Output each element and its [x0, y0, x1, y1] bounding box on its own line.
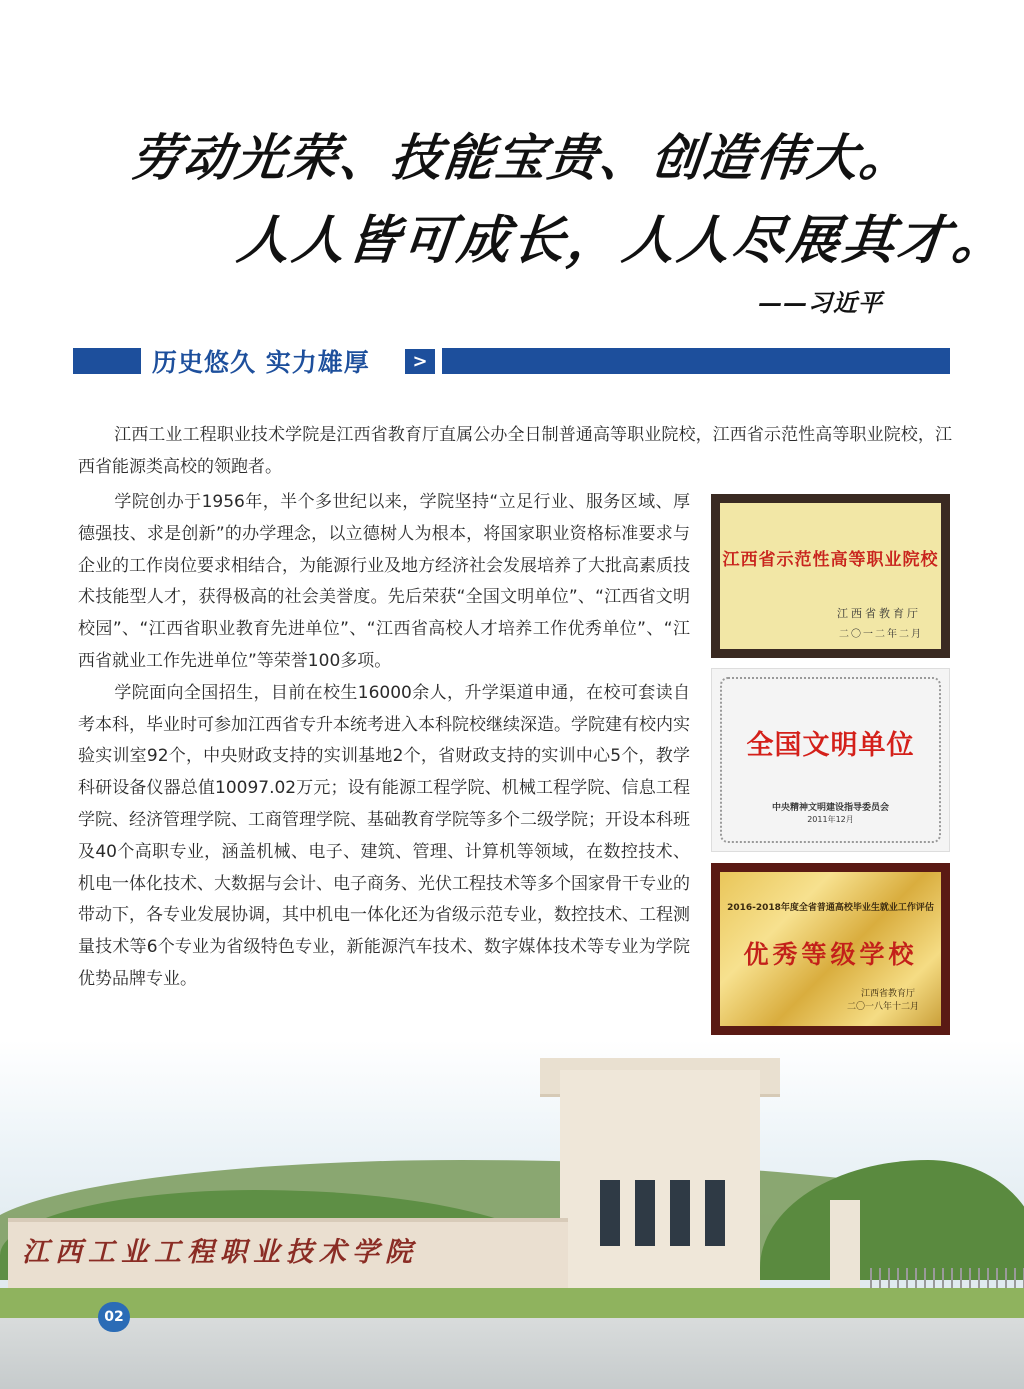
lawn [0, 1288, 1024, 1322]
window [705, 1180, 725, 1246]
chevron-right-icon: > [405, 349, 435, 374]
history-paragraphs [78, 487, 690, 996]
plaque-date: 二〇一八年十二月 [846, 1002, 919, 1012]
plaque-date: 2011年12月 [807, 815, 854, 824]
quote-line-2: 人人皆可成长，人人尽展其才。 [234, 210, 1011, 271]
quote-line-1: 劳动光荣、技能宝贵、创造伟大。 [128, 128, 915, 187]
section-title: 历史悠久 实力雄厚 [152, 348, 370, 377]
page-number-badge: 02 [98, 1302, 130, 1332]
section-header-bar-right [442, 348, 950, 374]
plaque-issuer: 中央精神文明建设指导委员会 [771, 803, 889, 813]
plaque-issuer: 江西省教育厅 [860, 989, 915, 999]
intro-paragraph-text: 江西工业工程职业技术学院是江西省教育厅直属公办全日制普通高等职业院校，江西省示范性高等职业院校，江西省能源类高校的领跑者。 [78, 425, 952, 477]
plaque-title: 优秀等级学校 [743, 940, 918, 969]
award-plaque-demonstration-college [711, 494, 950, 658]
plaque-date: 二〇一二年二月 [839, 629, 923, 640]
window [600, 1180, 620, 1246]
plaque-title: 江西省示范性高等职业院校 [722, 550, 939, 570]
window [670, 1180, 690, 1246]
award-plaque-civilized-unit [711, 668, 950, 852]
plaque-title: 全国文明单位 [746, 730, 915, 761]
award-plaque-excellent-school [711, 863, 950, 1035]
enrollment-paragraph-text: 学院面向全国招生，目前在校生16000余人，升学渠道申通，在校可套读自考本科，毕业时可参加江西省专升本统考进入本科院校继续深造。学院建有校内实验实训室92个，中央财政支持的实训基地2个，省财政支持的实训中心5个，教学科研设备仪器总值10097.02万元；设有能源工程学院、机械工程学院、信息工程学院、经济管理学院、工商管理学院、基础教育学院等多个二级学院；开设本科班及40个高职专业，涵盖机械、电子、建筑、管理、计算机等领域，在数控技术、机电一体化技术、大数据与会计、电子商务、光伏工程技术等多个国家骨干专业的带动下，各专业发展协调，其中机电一体化还为省级示范专业，数控技术、工程测量技术等6个专业为省级特色专业，新能源汽车技术、数字媒体技术等专业为学院优势品牌专业。 [78, 682, 690, 989]
wall-sign: 江西工业工程职业技术学院 [22, 1237, 418, 1268]
intro-paragraph [78, 420, 952, 484]
window [635, 1180, 655, 1246]
plaque-heading: 2016-2018年度全省普通高校毕业生就业工作评估 [727, 903, 934, 913]
quote-attribution: ——习近平 [758, 288, 883, 317]
history-paragraph-text: 学院创办于1956年，半个多世纪以来，学院坚持“立足行业、服务区域、厚德强技、求是创新”的办学理念，以立德树人为根本，将国家职业资格标准要求与企业的工作岗位要求相结合，为能源行业及地方经济社会发展培养了大批高素质技术技能型人才，获得极高的社会美誉度。先后荣获“全国文明单位”、“江西省文明校园”、“江西省职业教育先进单位”、“江西省高校人才培养工作优秀单位”、“江西省就业工作先进单位”等荣誉100多项。 [78, 492, 690, 671]
campus-gate-photo [0, 1040, 1024, 1389]
road [0, 1318, 1024, 1389]
plaque-issuer: 江西省教育厅 [837, 607, 921, 620]
section-header-bar-left [73, 348, 141, 374]
